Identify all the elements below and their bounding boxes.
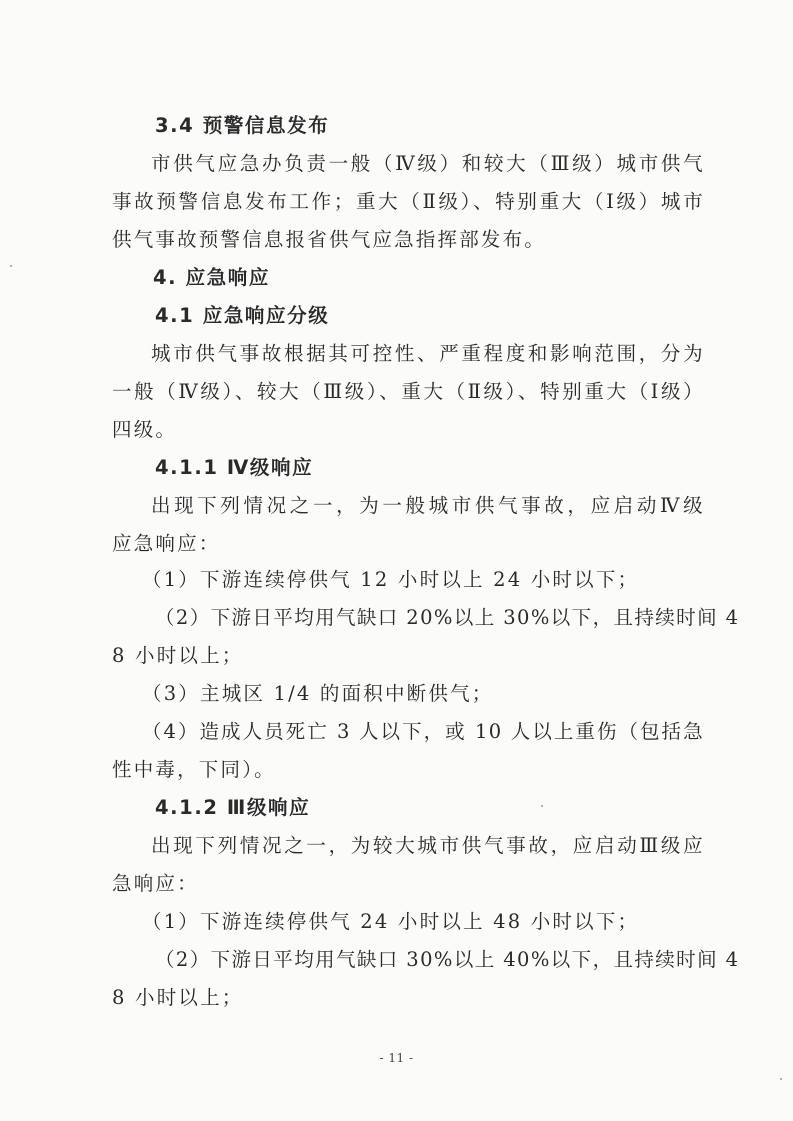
scan-speck	[10, 265, 12, 267]
list-item-continuation: 8 小时以上；	[112, 644, 244, 667]
list-item: （1）下游连续停供气 12 小时以上 24 小时以下；	[142, 568, 640, 591]
paragraph-line: 供气事故预警信息报省供气应急指挥部发布。	[112, 228, 547, 251]
paragraph-line: 出现下列情况之一，为较大城市供气事故，应启动Ⅲ级应	[151, 834, 704, 857]
list-item: （4）造成人员死亡 3 人以下，或 10 人以上重伤（包括急	[142, 720, 704, 743]
scan-speck	[780, 1078, 782, 1080]
list-item: （2）下游日平均用气缺口 20%以上 30%以下，且持续时间 4	[155, 606, 740, 629]
heading-4: 4. 应急响应	[153, 266, 270, 289]
heading-4-1-2: 4.1.2 Ⅲ级响应	[155, 796, 311, 819]
paragraph-line: 急响应：	[112, 872, 199, 895]
paragraph-line: 市供气应急办负责一般（Ⅳ级）和较大（Ⅲ级）城市供气	[151, 152, 704, 175]
list-item: （1）下游连续停供气 24 小时以上 48 小时以下；	[142, 910, 640, 933]
paragraph-line: 四级。	[112, 418, 178, 441]
paragraph-line: 城市供气事故根据其可控性、严重程度和影响范围，分为	[151, 342, 704, 365]
paragraph-line: 一般（Ⅳ级）、较大（Ⅲ级）、重大（Ⅱ级）、特别重大（Ⅰ级）	[112, 380, 704, 403]
page-number: - 11 -	[379, 1051, 414, 1065]
list-item-continuation: 8 小时以上；	[112, 986, 244, 1009]
paragraph-line: 出现下列情况之一，为一般城市供气事故，应启动Ⅳ级	[151, 494, 704, 517]
list-item-continuation: 性中毒，下同）。	[112, 758, 276, 781]
list-item: （2）下游日平均用气缺口 30%以上 40%以下，且持续时间 4	[155, 948, 740, 971]
paragraph-line: 应急响应：	[112, 532, 221, 555]
scan-speck	[541, 805, 543, 807]
paragraph-line: 事故预警信息发布工作；重大（Ⅱ级）、特别重大（Ⅰ级）城市	[112, 190, 704, 213]
list-item: （3）主城区 1/4 的面积中断供气；	[142, 682, 494, 705]
heading-4-1-1: 4.1.1 Ⅳ级响应	[155, 456, 314, 479]
heading-3-4: 3.4 预警信息发布	[155, 114, 330, 137]
heading-4-1: 4.1 应急响应分级	[155, 304, 330, 327]
